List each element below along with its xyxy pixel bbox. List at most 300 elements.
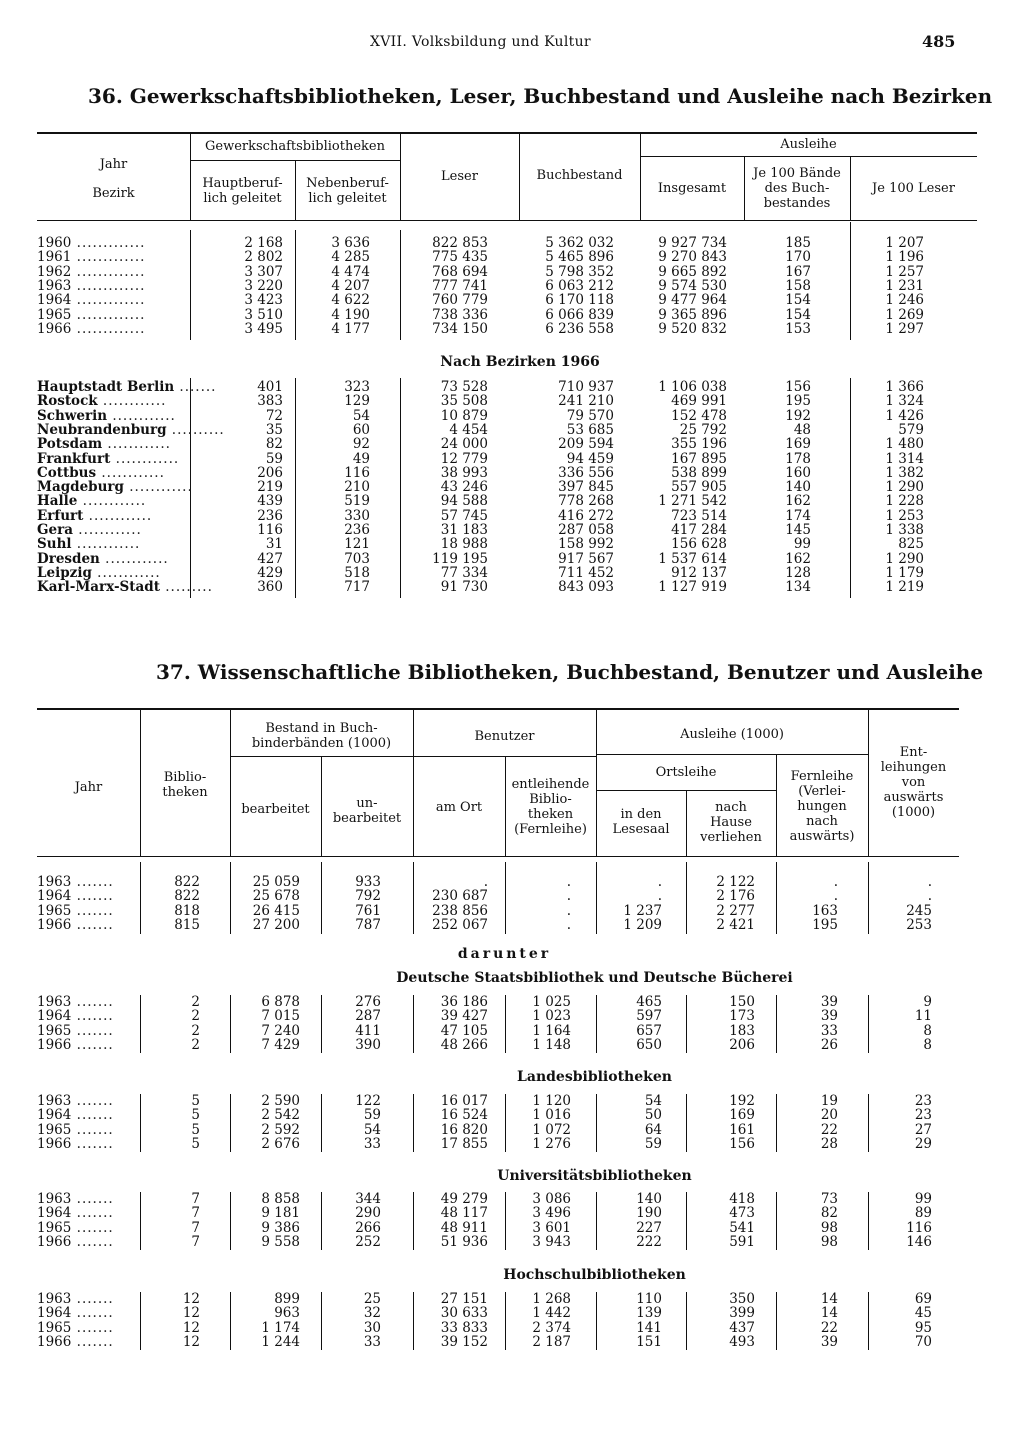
table-cell: 59 xyxy=(644,1135,662,1152)
group-title: Deutsche Staatsbibliothek und Deutsche Bücherei xyxy=(396,970,793,986)
table-cell: 238 856 xyxy=(432,902,488,919)
table-cell: 31 xyxy=(265,536,283,553)
head-buch: Buchbestand xyxy=(536,168,623,183)
table-cell: 917 567 xyxy=(558,550,614,567)
table-cell: 27 200 xyxy=(252,916,300,933)
leader-dots: ....... xyxy=(71,888,114,905)
district-name: Magdeburg xyxy=(37,479,124,496)
leader-dots: ....... xyxy=(71,1107,114,1124)
table-cell: 48 266 xyxy=(440,1036,488,1053)
table-cell: 4 285 xyxy=(331,249,370,266)
year-label xyxy=(37,1108,137,1122)
table-cell: 163 xyxy=(812,902,838,919)
leader-dots: ............. xyxy=(71,277,146,294)
column-rule xyxy=(140,1292,141,1350)
head-leser: Leser xyxy=(441,169,478,184)
column-rule xyxy=(413,1292,414,1350)
year-label xyxy=(37,1094,137,1108)
year-label xyxy=(37,1192,137,1206)
table-cell: 10 879 xyxy=(440,407,488,424)
year-label xyxy=(37,279,187,293)
table-cell: 473 xyxy=(729,1205,755,1222)
column-rule xyxy=(868,862,869,934)
leader-dots: ............ xyxy=(71,536,141,553)
table-cell: 23 xyxy=(914,1093,932,1109)
table-cell: 252 xyxy=(355,1233,381,1250)
head-insgesamt: Insgesamt xyxy=(657,181,727,196)
table-cell: 1 257 xyxy=(885,263,924,280)
table-cell: 723 514 xyxy=(671,507,727,524)
table-cell: 29 xyxy=(914,1135,932,1152)
table-cell: 3 307 xyxy=(244,263,283,280)
district-label xyxy=(37,579,213,596)
table-cell: 82 xyxy=(820,1205,838,1222)
table-cell: 33 833 xyxy=(440,1319,488,1336)
table-cell: 116 xyxy=(257,522,283,538)
year-label xyxy=(37,1038,137,1052)
table-cell: 57 745 xyxy=(440,507,488,524)
year: 1964 xyxy=(37,1107,72,1124)
table-cell: 3 423 xyxy=(244,292,283,309)
column-rule xyxy=(140,995,141,1053)
table-cell: 16 820 xyxy=(440,1121,488,1138)
table-cell: 98 xyxy=(820,1233,838,1250)
table-cell: 276 xyxy=(355,994,381,1010)
table-cell: 128 xyxy=(785,564,811,581)
leader-dots: ............ xyxy=(97,393,167,410)
table-cell: 236 xyxy=(344,522,370,538)
table-cell: 192 xyxy=(729,1093,755,1109)
column-rule xyxy=(321,1292,322,1350)
leader-dots: ....... xyxy=(71,1121,114,1138)
table-cell: 14 xyxy=(820,1305,838,1322)
district-name: Leipzig xyxy=(37,564,92,581)
table-cell: 429 xyxy=(257,564,283,581)
table-cell: 195 xyxy=(812,916,838,933)
table-cell: 6 063 212 xyxy=(545,277,614,294)
table-cell: 963 xyxy=(274,1305,300,1322)
table-cell: 25 678 xyxy=(252,888,300,905)
table-cell: 12 xyxy=(182,1305,200,1322)
table-cell: 206 xyxy=(257,464,283,481)
table-cell: 48 117 xyxy=(440,1205,488,1222)
column-rule xyxy=(868,1094,869,1152)
year-label xyxy=(37,322,187,336)
table-cell: 3 510 xyxy=(244,306,283,323)
table-cell: 206 xyxy=(729,1036,755,1053)
table-cell: 245 xyxy=(906,902,932,919)
leader-dots: ............ xyxy=(77,493,147,510)
leader-dots: ....... xyxy=(71,1205,114,1222)
table-cell: 9 270 843 xyxy=(658,249,727,266)
year: 1963 xyxy=(37,1093,72,1109)
table-cell: 8 xyxy=(923,1036,932,1053)
table-cell: 54 xyxy=(363,1121,381,1138)
t37-head-fernleihe: Fernleihe (Verlei- hungen nach auswärts) xyxy=(789,769,855,844)
column-rule xyxy=(140,1094,141,1152)
table-cell: 4 454 xyxy=(449,421,488,438)
column-rule xyxy=(230,1192,231,1250)
head-je100-leser: Je 100 Leser xyxy=(872,181,955,196)
year-label xyxy=(37,1235,137,1249)
table-cell: 49 279 xyxy=(440,1191,488,1207)
table-cell: 160 xyxy=(785,464,811,481)
table-cell: 9 520 832 xyxy=(658,320,727,337)
table-cell: 287 xyxy=(355,1008,381,1025)
district-label xyxy=(37,394,187,408)
table-cell: 162 xyxy=(785,550,811,567)
column-rule xyxy=(321,995,322,1053)
district-name: Potsdam xyxy=(37,436,103,453)
column-rule xyxy=(686,862,687,934)
table-cell: 2 168 xyxy=(244,235,283,251)
table-cell: 1 382 xyxy=(885,464,924,481)
leader-dots: ....... xyxy=(71,1291,114,1307)
leader-dots: ....... xyxy=(71,1305,114,1322)
table-cell: 2 176 xyxy=(716,888,755,905)
table-cell: 418 xyxy=(729,1191,755,1207)
table-cell: 72 xyxy=(265,407,283,424)
table-cell: 1 174 xyxy=(261,1319,300,1336)
table-cell: 48 xyxy=(793,421,811,438)
leader-dots: ............. xyxy=(71,235,146,251)
table-cell: 17 855 xyxy=(440,1135,488,1152)
column-rule xyxy=(686,1094,687,1152)
table-cell: 768 694 xyxy=(432,263,488,280)
table-cell: 59 xyxy=(363,1107,381,1124)
table-cell: 210 xyxy=(344,479,370,496)
table-cell: 20 xyxy=(820,1107,838,1124)
column-rule xyxy=(321,1192,322,1250)
table-cell: 5 465 896 xyxy=(545,249,614,266)
table-cell: 9 477 964 xyxy=(658,292,727,309)
table-cell: 416 272 xyxy=(558,507,614,524)
leader-dots: ............ xyxy=(102,436,171,453)
column-rule xyxy=(596,1094,597,1152)
t37-head-ausleihe: Ausleihe (1000) xyxy=(680,727,784,742)
column-rule xyxy=(230,1094,231,1152)
running-title: XVII. Volksbildung und Kultur xyxy=(370,34,591,50)
table-cell: 703 xyxy=(344,550,370,567)
table-cell: 95 xyxy=(914,1319,932,1336)
leader-dots: ....... xyxy=(71,1022,114,1039)
table-cell: 94 588 xyxy=(440,493,488,510)
leader-dots: ............ xyxy=(91,564,161,581)
year: 1964 xyxy=(37,1008,72,1025)
table-cell: 2 421 xyxy=(716,916,755,933)
year-label xyxy=(37,875,137,889)
table-cell: 1 269 xyxy=(885,306,924,323)
table-cell: 2 xyxy=(191,994,200,1010)
table-cell: 9 927 734 xyxy=(658,235,727,251)
table-cell: 94 459 xyxy=(566,450,614,467)
table-cell: 98 xyxy=(820,1219,838,1236)
year: 1966 xyxy=(37,1036,72,1053)
table-cell: 227 xyxy=(636,1219,662,1236)
leader-dots: ....... xyxy=(71,1135,114,1152)
table-cell: 153 xyxy=(785,320,811,337)
table-cell: 110 xyxy=(636,1291,662,1307)
table-cell: 717 xyxy=(344,579,370,596)
table-cell: 45 xyxy=(914,1305,932,1322)
district-label xyxy=(37,523,187,537)
table-cell: 2 277 xyxy=(716,902,755,919)
table-cell: 2 590 xyxy=(261,1093,300,1109)
year: 1964 xyxy=(37,1205,72,1222)
year: 1966 xyxy=(37,916,72,933)
district-label xyxy=(37,494,187,508)
table-cell: . xyxy=(657,874,662,890)
column-rule xyxy=(230,1292,231,1350)
leader-dots: ....... xyxy=(71,1319,114,1336)
table-cell: . xyxy=(833,888,838,905)
district-label xyxy=(37,466,187,480)
table-cell: 9 181 xyxy=(261,1205,300,1222)
table-cell: 169 xyxy=(729,1107,755,1124)
table-cell: 397 845 xyxy=(558,479,614,496)
year-label xyxy=(37,308,187,322)
year: 1965 xyxy=(37,1319,72,1336)
table-cell: 236 xyxy=(257,507,283,524)
column-rule xyxy=(230,995,231,1053)
table-cell: 222 xyxy=(636,1233,662,1250)
column-rule xyxy=(686,1192,687,1250)
year: 1962 xyxy=(37,263,72,280)
column-rule xyxy=(505,862,506,934)
table-cell: 156 628 xyxy=(671,536,727,553)
column-rule xyxy=(140,862,141,934)
table-cell: 156 xyxy=(785,379,811,395)
column-rule xyxy=(321,1094,322,1152)
table-cell: 1 480 xyxy=(885,436,924,453)
table-cell: 4 190 xyxy=(331,306,370,323)
table-cell: 350 xyxy=(729,1291,755,1307)
column-rule xyxy=(596,995,597,1053)
leader-dots: ....... xyxy=(174,379,217,395)
year-label xyxy=(37,889,137,903)
table-cell: 1 127 919 xyxy=(658,579,727,596)
table-cell: 82 xyxy=(265,436,283,453)
t37-head-lesesaal: in den Lesesaal xyxy=(612,807,670,837)
table-cell: 650 xyxy=(636,1036,662,1053)
table-cell: 5 xyxy=(191,1135,200,1152)
table-cell: 12 779 xyxy=(440,450,488,467)
table-cell: 787 xyxy=(355,916,381,933)
leader-dots: ............ xyxy=(96,464,165,481)
table-cell: 778 268 xyxy=(558,493,614,510)
table-cell: 822 xyxy=(174,874,200,890)
district-label xyxy=(37,379,217,395)
table-cell: 541 xyxy=(729,1219,755,1236)
table-cell: 1 148 xyxy=(532,1036,571,1053)
table-cell: 6 878 xyxy=(261,994,300,1010)
table-cell: 7 xyxy=(191,1191,200,1207)
table-cell: 469 991 xyxy=(671,393,727,410)
page-header xyxy=(0,34,1024,56)
leader-dots: ............ xyxy=(72,522,142,538)
table-cell: 3 220 xyxy=(244,277,283,294)
district-name: Rostock xyxy=(37,393,98,410)
district-name: Dresden xyxy=(37,550,100,567)
column-rule xyxy=(596,1192,597,1250)
table-cell: 3 495 xyxy=(244,320,283,337)
table-cell: 35 508 xyxy=(440,393,488,410)
table-cell: 6 170 118 xyxy=(545,292,614,309)
table-cell: 330 xyxy=(344,507,370,524)
table-cell: 167 xyxy=(785,263,811,280)
table-cell: 173 xyxy=(729,1008,755,1025)
year: 1964 xyxy=(37,1305,72,1322)
t37-head-nachhause: nach Hause verliehen xyxy=(700,800,762,845)
table-cell: 9 xyxy=(923,994,932,1010)
table-cell: 219 xyxy=(257,479,283,496)
table-cell: 427 xyxy=(257,550,283,567)
table-cell: 760 779 xyxy=(432,292,488,309)
table-cell: 11 xyxy=(914,1008,932,1025)
table-cell: 26 415 xyxy=(252,902,300,919)
head-group-gb: Gewerkschaftsbibliotheken xyxy=(205,139,385,154)
table-cell: 1 338 xyxy=(885,522,924,538)
table-cell: 140 xyxy=(636,1191,662,1207)
table-cell: . xyxy=(657,888,662,905)
leader-dots: ............. xyxy=(71,263,146,280)
table-cell: 119 195 xyxy=(432,550,488,567)
district-label xyxy=(37,479,193,496)
leader-dots: ....... xyxy=(71,902,114,919)
table-cell: 401 xyxy=(257,379,283,395)
table-cell: 77 334 xyxy=(440,564,488,581)
leader-dots: ....... xyxy=(71,1191,114,1207)
column-rule xyxy=(413,862,414,934)
table37-title: 37. Wissenschaftliche Bibliotheken, Buchbestand, Benutzer und Ausleihe xyxy=(156,660,984,684)
table-cell: 150 xyxy=(729,994,755,1010)
table-cell: 49 xyxy=(352,450,370,467)
table-cell: 9 558 xyxy=(261,1233,300,1250)
table-cell: 6 236 558 xyxy=(545,320,614,337)
table-cell: 5 xyxy=(191,1107,200,1124)
table-cell: 344 xyxy=(355,1191,381,1207)
table-cell: . xyxy=(566,874,571,890)
year: 1966 xyxy=(37,1233,72,1250)
leader-dots: .......... xyxy=(166,421,225,438)
table-cell: 5 xyxy=(191,1121,200,1138)
table-cell: 145 xyxy=(785,522,811,538)
table-cell: 2 122 xyxy=(716,874,755,890)
table-cell: 50 xyxy=(644,1107,662,1124)
table-cell: 178 xyxy=(785,450,811,467)
table-cell: 54 xyxy=(644,1093,662,1109)
leader-dots: ....... xyxy=(71,1233,114,1250)
year: 1966 xyxy=(37,320,72,337)
table-cell: 73 528 xyxy=(440,379,488,395)
column-rule xyxy=(596,862,597,934)
district-label xyxy=(37,566,187,580)
head-je100-baende: Je 100 Bände des Buch- bestandes xyxy=(753,166,841,211)
table-cell: 154 xyxy=(785,306,811,323)
head-jahr: Jahr xyxy=(99,157,128,172)
table-cell: 16 524 xyxy=(440,1107,488,1124)
table-cell: 383 xyxy=(257,393,283,410)
table-cell: 14 xyxy=(820,1291,838,1307)
table-cell: 92 xyxy=(352,436,370,453)
column-rule xyxy=(140,1192,141,1250)
table-cell: 8 858 xyxy=(261,1191,300,1207)
table-cell: 195 xyxy=(785,393,811,410)
year-label xyxy=(37,1321,137,1335)
table-cell: 35 xyxy=(265,421,283,438)
year: 1966 xyxy=(37,1135,72,1152)
column-rule xyxy=(505,1292,506,1350)
table-cell: 4 622 xyxy=(331,292,370,309)
year-label xyxy=(37,1306,137,1320)
table-cell: 1 016 xyxy=(532,1107,571,1124)
table-cell: . xyxy=(927,874,932,890)
table-cell: . xyxy=(566,888,571,905)
year: 1963 xyxy=(37,1191,72,1207)
table-cell: 2 xyxy=(191,1008,200,1025)
year-label xyxy=(37,1024,137,1038)
column-rule xyxy=(868,1192,869,1250)
table-cell: 1 207 xyxy=(885,235,924,251)
table-cell: 825 xyxy=(898,536,924,553)
table-cell: 7 xyxy=(191,1233,200,1250)
table-cell: 19 xyxy=(820,1093,838,1109)
table-cell: 1 290 xyxy=(885,479,924,496)
table-cell: 12 xyxy=(182,1319,200,1336)
district-name: Suhl xyxy=(37,536,72,553)
table-cell: 60 xyxy=(352,421,370,438)
table-cell: 3 943 xyxy=(532,1233,571,1250)
table-cell: 59 xyxy=(265,450,283,467)
table-cell: 439 xyxy=(257,493,283,510)
district-name: Gera xyxy=(37,522,73,538)
table-cell: 411 xyxy=(355,1022,381,1039)
table-cell: 169 xyxy=(785,436,811,453)
table-cell: . xyxy=(566,916,571,933)
column-rule xyxy=(686,1292,687,1350)
head-neben: Nebenberuf- lich geleitet xyxy=(306,176,389,206)
table-cell: 557 905 xyxy=(671,479,727,496)
table-cell: 27 151 xyxy=(440,1291,488,1307)
table-cell: 36 186 xyxy=(440,994,488,1010)
table-cell: 64 xyxy=(644,1121,662,1138)
table-cell: 1 246 xyxy=(885,292,924,309)
table-cell: 657 xyxy=(636,1022,662,1039)
year: 1960 xyxy=(37,235,72,251)
table-cell: 7 xyxy=(191,1205,200,1222)
table-cell: 134 xyxy=(785,579,811,596)
table-cell: 185 xyxy=(785,235,811,251)
t37-head-bibliotheken: Biblio- theken xyxy=(162,770,208,800)
table-cell: 89 xyxy=(914,1205,932,1222)
table-cell: 1 314 xyxy=(885,450,924,467)
table-cell: 116 xyxy=(344,464,370,481)
t37-head-unbearbeitet: un- bearbeitet xyxy=(332,796,402,826)
table-cell: 1 324 xyxy=(885,393,924,410)
year-label xyxy=(37,995,137,1009)
table-cell: 28 xyxy=(820,1135,838,1152)
table-cell: 3 496 xyxy=(532,1205,571,1222)
leader-dots: ....... xyxy=(71,994,114,1010)
column-rule xyxy=(776,1094,777,1152)
table-cell: 1 268 xyxy=(532,1291,571,1307)
table-cell: 25 xyxy=(363,1291,381,1307)
table-cell: 162 xyxy=(785,493,811,510)
table-cell: 16 017 xyxy=(440,1093,488,1109)
table-cell: 6 066 839 xyxy=(545,306,614,323)
table-cell: 7 xyxy=(191,1219,200,1236)
column-rule xyxy=(776,1292,777,1350)
